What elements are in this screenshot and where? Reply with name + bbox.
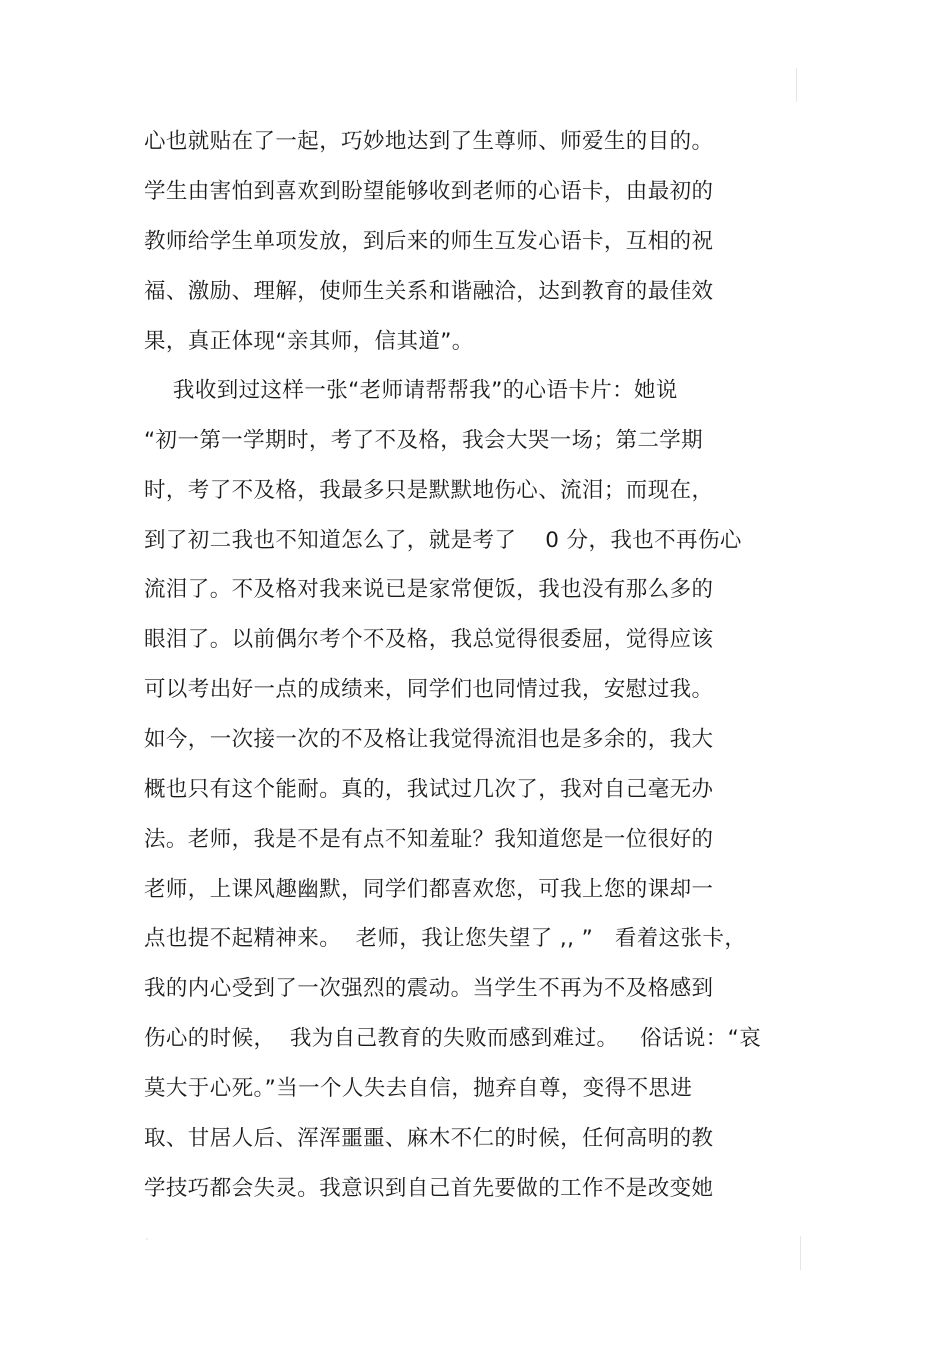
text-line: 教师给学生单项发放，到后来的师生互发心语卡，互相的祝 (144, 229, 714, 254)
page-edge-mark-bottom (800, 1236, 801, 1270)
text-line: 点也提不起精神来。 老师，我让您失望了 ,, ” 看着这张卡， (144, 926, 747, 951)
text-line: 时，考了不及格，我最多只是默默地伤心、流泪；而现在， (144, 478, 714, 503)
page-corner-mark (146, 1238, 148, 1240)
page-edge-mark-top (796, 68, 797, 102)
text-line: 我收到过这样一张“老师请帮帮我”的心语卡片：她说 (144, 378, 678, 403)
text-line: 莫大于心死。”当一个人失去自信，抛弃自尊，变得不思进 (144, 1076, 693, 1101)
text-line: 概也只有这个能耐。真的，我试过几次了，我对自己毫无办 (144, 777, 714, 802)
text-line: 老师，上课风趣幽默，同学们都喜欢您，可我上您的课却一 (144, 877, 714, 902)
text-line: 果，真正体现“亲其师，信其道”。 (144, 329, 474, 354)
text-line: 伤心的时候， 我为自己教育的失败而感到难过。 俗话说：“哀 (144, 1026, 762, 1051)
text-line: 福、激励、理解，使师生关系和谐融洽，达到教育的最佳效 (144, 279, 714, 304)
text-line: 我的内心受到了一次强烈的震动。当学生不再为不及格感到 (144, 976, 714, 1001)
text-line: 取、甘居人后、浑浑噩噩、麻木不仁的时候，任何高明的教 (144, 1126, 714, 1151)
text-line: 如今，一次接一次的不及格让我觉得流泪也是多余的，我大 (144, 727, 714, 752)
text-line: 学技巧都会失灵。我意识到自己首先要做的工作不是改变她 (144, 1176, 714, 1201)
text-line: 心也就贴在了一起，巧妙地达到了生尊师、师爱生的目的。 (144, 129, 714, 154)
text-line: 眼泪了。以前偶尔考个不及格，我总觉得很委屈，觉得应该 (144, 627, 714, 652)
text-line: 学生由害怕到喜欢到盼望能够收到老师的心语卡，由最初的 (144, 179, 714, 204)
text-line: 流泪了。不及格对我来说已是家常便饭，我也没有那么多的 (144, 577, 714, 602)
text-line: 法。老师，我是不是有点不知羞耻？我知道您是一位很好的 (144, 827, 714, 852)
text-line: 到了初二我也不知道怎么了，就是考了 0 分，我也不再伤心 (144, 528, 742, 553)
text-line: 可以考出好一点的成绩来，同学们也同情过我，安慰过我。 (144, 677, 714, 702)
text-line: “初一第一学期时，考了不及格，我会大哭一场；第二学期 (144, 428, 704, 453)
